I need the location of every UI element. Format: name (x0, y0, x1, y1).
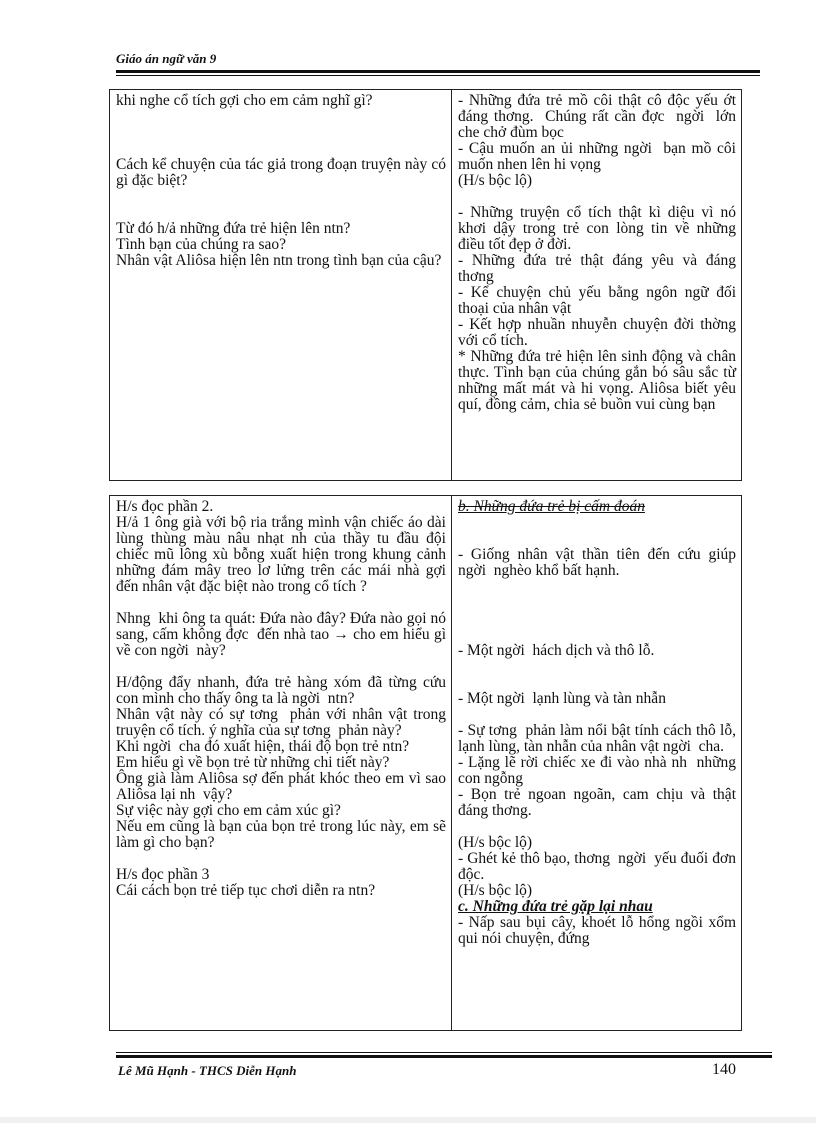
bottom-band (0, 1117, 816, 1123)
footer-author: Lê Mũ Hạnh - THCS Diễn Hạnh (118, 1063, 297, 1078)
question-cell (110, 90, 452, 481)
lesson-table-1 (109, 89, 742, 481)
footer-rule-thick (116, 1055, 772, 1058)
answer-text: - Giống nhân vật thần tiên đến cứu giúp ngời nghèo khổ bất hạnh. - Một ngời hách dịch và thô lỗ. - Một ngời lạnh lùng và tàn nhẫn - Sự tơng phản làm nổi bật tính cách thô lỗ, lạnh lùng, tàn nhẫn của nhân vật ngời cha. - Lặng lẽ rời chiếc xe đi vào nhà nh những con ngỗng - Bọn trẻ ngoan ngoãn, cam chịu và thật đáng thơng. (H/s bộc lộ) - Ghét kẻ thô bạo, thơng ngời yếu đuối đơn độc. (H/s bộc lộ) (458, 546, 736, 899)
section-heading-b: b. Những đứa trẻ bị cấm đoán (458, 498, 645, 515)
answer-cell (452, 496, 742, 1031)
lesson-table-2 (109, 495, 742, 1031)
footer-rule-thin (116, 1052, 772, 1053)
page-header-title: Giáo án ngữ văn 9 (116, 51, 217, 66)
question-text: H/s đọc phần 2. H/ả 1 ông già với bộ ria trắng mình vận chiếc áo dài lùng thùng màu nâu nhạt nh của thầy tu đầu đội chiếc mũ lông xù bỗng xuất hiện trong khung cảnh những đám mây treo lơ lửng trên các mái nhà gợi đến nhân vật đặc biệt nào trong cổ tích ? Nhng khi ông ta quát: Đứa nào đây? Đứa nào gọi nó sang, cấm không đợc đến nhà tao → cho em hiểu gì về con ngời này? H/động đẩy nhanh, đứa trẻ hàng xóm đã từng cứu con mình cho thấy ông ta là ngời ntn? Nhân vật này có sự tơng phản với nhân vật trong truyện cổ tích. ý nghĩa của sự tơng phản này? Khi ngời cha đó xuất hiện, thái độ bọn trẻ ntn? Em hiểu gì về bọn trẻ từ những chi tiết này? Ông già làm Aliôsa sợ đến phát khóc theo em vì sao Aliôsa lại nh vậy? Sự việc này gợi cho em cảm xúc gì? Nếu em cũng là bạn của bọn trẻ trong lúc này, em sẽ làm gì cho bạn? H/s đọc phần 3 Cái cách bọn trẻ tiếp tục chơi diễn ra ntn? (116, 498, 446, 899)
answer-text: - Nấp sau bụi cây, khoét lỗ hổng ngồi xổm qui nói chuyện, đứng (458, 914, 740, 947)
header-rule-thin (116, 75, 760, 76)
answer-cell (452, 90, 742, 481)
header-rule-thick (116, 70, 760, 73)
section-heading-c: c. Những đứa trẻ gặp lại nhau (458, 898, 653, 915)
table-row (110, 90, 742, 481)
page-number: 140 (712, 1061, 736, 1078)
answer-text: - Những đứa trẻ mồ côi thật cô độc yếu ớt đáng thơng. Chúng rất cần đợc ngời lớn che chở đùm bọc - Cậu muốn an ủi những ngời bạn mồ côi muốn nhen lên hi vọng (H/s bộc lộ) - Những truyện cổ tích thật kì diệu vì nó khơi dậy trong trẻ con lòng tin về những điều tốt đẹp ở đời. - Những đứa trẻ thật đáng yêu và đáng thơng - Kể chuyện chủ yếu bằng ngôn ngữ đối thoại của nhân vật - Kết hợp nhuần nhuyễn chuyện đời thờng với cổ tích. * Những đứa trẻ hiện lên sinh động và chân thực. Tình bạn của chúng gắn bó sâu sắc từ những mất mát và hi vọng. Aliôsa biết yêu quí, đồng cảm, chia sẻ buồn vui cùng bạn (458, 92, 736, 413)
question-cell (110, 496, 452, 1031)
table-row (110, 496, 742, 1031)
question-text: khi nghe cổ tích gợi cho em cảm nghĩ gì? Cách kể chuyện của tác giả trong đoạn truyện này có gì đặc biệt? Từ đó h/ả những đứa trẻ hiện lên ntn? Tình bạn của chúng ra sao? Nhân vật Aliôsa hiện lên ntn trong tình bạn của cậu? (116, 92, 446, 269)
